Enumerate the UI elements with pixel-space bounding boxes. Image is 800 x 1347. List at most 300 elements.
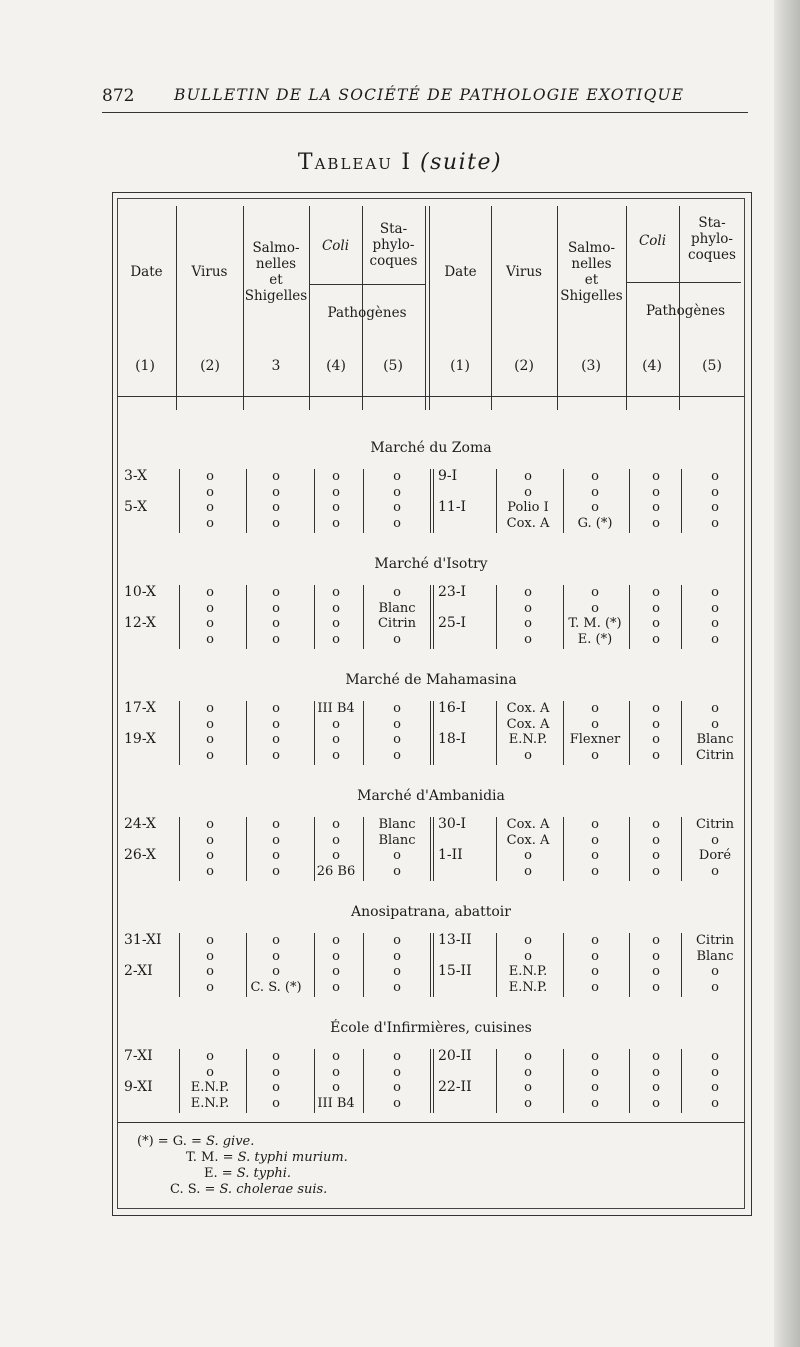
cell-virus: Cox. A — [506, 832, 550, 848]
cell-virus: o — [206, 585, 214, 600]
cell-coli: o — [332, 600, 340, 616]
center-double-rule — [429, 206, 430, 410]
column-rule — [496, 701, 497, 765]
column-rule — [314, 933, 315, 997]
cell-salmonelles: o — [272, 701, 280, 716]
cell-virus: o — [206, 1064, 214, 1080]
header-salmonelles: Shigelles — [560, 288, 623, 304]
cell-salmonelles: o — [591, 484, 599, 500]
cell-salmonelles: o — [272, 515, 280, 531]
cell-coli: o — [332, 469, 340, 484]
cell-virus: o — [206, 484, 214, 500]
column-rule — [629, 933, 630, 997]
cell-virus: o — [206, 701, 214, 716]
cell-staphylocoques: o — [711, 701, 719, 716]
cell-salmonelles: C. S. (*) — [250, 979, 302, 995]
section-title: Marché de Mahamasina — [345, 672, 517, 688]
cell-staphylocoques: o — [711, 585, 719, 600]
cell-coli: o — [652, 817, 660, 832]
cell-virus: o — [206, 964, 214, 979]
row-date: 3-X — [124, 468, 148, 484]
cell-virus: Cox. A — [506, 716, 550, 732]
column-rule — [246, 933, 247, 997]
cell-virus: Cox. A — [506, 817, 550, 832]
column-rule — [314, 701, 315, 765]
row-date: 24-X — [124, 816, 157, 832]
column-rule — [363, 585, 364, 649]
column-number: (4) — [326, 358, 346, 374]
cell-salmonelles: o — [591, 716, 599, 732]
cell-coli: o — [332, 515, 340, 531]
row-date: 9-I — [438, 468, 458, 484]
cell-salmonelles: o — [272, 948, 280, 964]
cell-virus: o — [524, 600, 532, 616]
cell-salmonelles: o — [591, 979, 599, 995]
cell-salmonelles: o — [591, 1049, 599, 1064]
footnote-species: S. typhi. — [236, 1166, 292, 1181]
header-virus: Virus — [506, 264, 542, 280]
cell-coli: o — [652, 484, 660, 500]
header-staphylocoques: Sta- — [698, 215, 726, 231]
row-date: 23-I — [438, 584, 467, 600]
cell-salmonelles: o — [272, 585, 280, 600]
cell-staphylocoques: o — [711, 484, 719, 500]
row-date: 26-X — [124, 847, 157, 863]
cell-coli: o — [332, 631, 340, 647]
column-number: (1) — [135, 358, 155, 374]
footnote-line — [204, 1166, 291, 1182]
cell-salmonelles: o — [272, 1064, 280, 1080]
header-pathogenes: Pathogènes — [327, 305, 407, 321]
cell-salmonelles: o — [591, 1080, 599, 1095]
column-number: (3) — [581, 358, 601, 374]
cell-staphylocoques: o — [393, 515, 401, 531]
cell-virus: o — [206, 979, 214, 995]
cell-salmonelles: Flexner — [569, 732, 621, 747]
column-rule — [363, 817, 364, 881]
header-coli: Coli — [321, 238, 350, 254]
column-rule — [430, 469, 431, 533]
cell-salmonelles: o — [591, 701, 599, 716]
cell-virus: o — [206, 631, 214, 647]
cell-coli: o — [652, 747, 660, 763]
column-rule — [433, 585, 434, 649]
row-date: 11-I — [438, 499, 467, 515]
cell-coli: o — [652, 948, 660, 964]
cell-salmonelles: o — [272, 933, 280, 948]
row-date: 7-XI — [124, 1048, 153, 1064]
cell-coli: o — [332, 500, 340, 515]
cell-salmonelles: o — [591, 817, 599, 832]
running-head — [102, 84, 744, 108]
column-rule — [629, 817, 630, 881]
cell-staphylocoques: o — [393, 732, 401, 747]
cell-coli: o — [652, 585, 660, 600]
column-rule — [363, 1049, 364, 1113]
column-number: (1) — [450, 358, 470, 374]
cell-coli: o — [652, 631, 660, 647]
cell-salmonelles: o — [591, 832, 599, 848]
cell-virus: o — [206, 515, 214, 531]
cell-staphylocoques: Citrin — [695, 817, 735, 832]
table-title-number: I — [401, 150, 412, 175]
cell-virus: o — [524, 933, 532, 948]
cell-virus: o — [524, 1064, 532, 1080]
cell-coli: o — [652, 832, 660, 848]
cell-coli: III B4 — [317, 1095, 355, 1111]
cell-salmonelles: o — [272, 1049, 280, 1064]
cell-staphylocoques: o — [711, 863, 719, 879]
cell-salmonelles: o — [272, 1080, 280, 1095]
cell-virus: o — [524, 948, 532, 964]
section-title: Marché d'Ambanidia — [357, 788, 505, 804]
cell-staphylocoques: o — [711, 500, 719, 515]
column-rule — [433, 933, 434, 997]
cell-staphylocoques: o — [393, 848, 401, 863]
row-date: 9-XI — [124, 1079, 153, 1095]
cell-virus: o — [206, 500, 214, 515]
cell-virus: o — [524, 863, 532, 879]
cell-virus: o — [524, 848, 532, 863]
cell-staphylocoques: o — [393, 701, 401, 716]
cell-staphylocoques: o — [711, 1095, 719, 1111]
row-date: 10-X — [124, 584, 157, 600]
cell-salmonelles: o — [272, 469, 280, 484]
header-date: Date — [130, 264, 163, 280]
column-rule — [176, 206, 177, 410]
row-date: 1-II — [438, 847, 463, 863]
column-rule — [246, 701, 247, 765]
cell-virus: E.N.P. — [190, 1080, 230, 1095]
cell-coli: o — [652, 979, 660, 995]
header-virus: Virus — [191, 264, 228, 280]
row-date: 5-X — [124, 499, 148, 515]
column-rule — [430, 1049, 431, 1113]
footnote-rule — [117, 1122, 745, 1123]
cell-coli: o — [652, 600, 660, 616]
column-rule — [433, 469, 434, 533]
cell-coli: 26 B6 — [316, 863, 356, 879]
cell-coli: o — [652, 1049, 660, 1064]
section-title: Anosipatrana, abattoir — [351, 904, 511, 920]
column-rule — [681, 585, 682, 649]
column-rule — [179, 1049, 180, 1113]
cell-salmonelles: o — [272, 863, 280, 879]
column-rule — [430, 933, 431, 997]
cell-staphylocoques: o — [711, 1080, 719, 1095]
header-staphylocoques: Sta- — [379, 221, 408, 237]
column-rule — [563, 585, 564, 649]
column-rule — [363, 933, 364, 997]
cell-coli: III B4 — [317, 701, 355, 716]
cell-salmonelles: o — [272, 716, 280, 732]
cell-virus: o — [524, 631, 532, 647]
cell-coli: o — [332, 848, 340, 863]
header-staphylocoques: phylo- — [691, 231, 733, 247]
cell-staphylocoques: o — [393, 500, 401, 515]
cell-salmonelles: o — [272, 616, 280, 631]
cell-staphylocoques: o — [393, 863, 401, 879]
footnote-species: S. cholerae suis. — [219, 1182, 328, 1197]
cell-staphylocoques: o — [393, 933, 401, 948]
column-number: (5) — [702, 358, 722, 374]
cell-salmonelles: T. M. (*) — [568, 616, 622, 631]
column-rule — [430, 817, 431, 881]
column-rule — [681, 1049, 682, 1113]
column-rule — [629, 1049, 630, 1113]
cell-staphylocoques: o — [711, 1049, 719, 1064]
cell-staphylocoques: o — [393, 747, 401, 763]
cell-staphylocoques: o — [711, 979, 719, 995]
cell-virus: o — [206, 1049, 214, 1064]
cell-virus: o — [524, 585, 532, 600]
cell-salmonelles: o — [272, 1095, 280, 1111]
cell-staphylocoques: o — [393, 1080, 401, 1095]
row-date: 2-XI — [124, 963, 153, 979]
cell-coli: o — [332, 484, 340, 500]
column-rule — [363, 469, 364, 533]
cell-salmonelles: o — [591, 933, 599, 948]
cell-salmonelles: o — [272, 500, 280, 515]
cell-staphylocoques: o — [711, 600, 719, 616]
cell-coli: o — [652, 964, 660, 979]
row-date: 12-X — [124, 615, 157, 631]
pathogenes-rule — [626, 282, 741, 283]
header-salmonelles: nelles — [255, 256, 297, 272]
cell-staphylocoques: Citrin — [695, 933, 735, 948]
column-rule — [496, 817, 497, 881]
cell-virus: o — [206, 616, 214, 631]
cell-virus: o — [206, 832, 214, 848]
column-rule — [563, 817, 564, 881]
header-staphylocoques: coques — [688, 247, 736, 263]
cell-virus: Cox. A — [506, 515, 550, 531]
cell-coli: o — [652, 1095, 660, 1111]
cell-staphylocoques: Blanc — [378, 817, 416, 832]
cell-virus: o — [524, 747, 532, 763]
row-date: 18-I — [438, 731, 467, 747]
cell-virus: o — [524, 1095, 532, 1111]
row-date: 20-II — [438, 1048, 472, 1064]
column-rule — [314, 469, 315, 533]
cell-staphylocoques: Citrin — [695, 747, 735, 763]
cell-virus: o — [206, 863, 214, 879]
column-rule — [433, 1049, 434, 1113]
cell-salmonelles: o — [272, 832, 280, 848]
column-rule — [496, 1049, 497, 1113]
footnote-species: S. typhi murium. — [237, 1150, 348, 1165]
header-salmonelles: et — [584, 272, 599, 288]
cell-coli: o — [652, 1064, 660, 1080]
cell-salmonelles: o — [591, 500, 599, 515]
cell-staphylocoques: o — [393, 964, 401, 979]
cell-coli: o — [332, 747, 340, 763]
column-rule — [433, 701, 434, 765]
cell-virus: o — [206, 848, 214, 863]
column-rule — [430, 585, 431, 649]
header-rule — [102, 112, 748, 113]
cell-virus: o — [206, 600, 214, 616]
column-rule — [557, 206, 558, 410]
cell-staphylocoques: o — [711, 469, 719, 484]
cell-staphylocoques: Blanc — [378, 600, 416, 616]
row-date: 16-I — [438, 700, 467, 716]
row-date: 22-II — [438, 1079, 472, 1095]
cell-salmonelles: o — [591, 585, 599, 600]
cell-salmonelles: o — [591, 600, 599, 616]
header-salmonelles: et — [269, 272, 283, 288]
cell-salmonelles: o — [272, 964, 280, 979]
cell-staphylocoques: o — [711, 832, 719, 848]
column-rule — [563, 1049, 564, 1113]
cell-coli: o — [332, 817, 340, 832]
column-rule — [246, 1049, 247, 1113]
column-number: (2) — [200, 358, 220, 374]
cell-coli: o — [652, 848, 660, 863]
cell-virus: o — [524, 616, 532, 631]
cell-staphylocoques: o — [393, 631, 401, 647]
column-rule — [629, 469, 630, 533]
column-rule — [681, 817, 682, 881]
cell-coli: o — [332, 964, 340, 979]
cell-salmonelles: E. (*) — [577, 631, 613, 647]
column-rule — [179, 469, 180, 533]
cell-coli: o — [332, 832, 340, 848]
cell-virus: E.N.P. — [508, 979, 548, 995]
cell-virus: Cox. A — [506, 701, 550, 716]
column-rule — [246, 585, 247, 649]
cell-virus: o — [206, 933, 214, 948]
header-staphylocoques: phylo- — [372, 237, 415, 253]
cell-virus: o — [206, 732, 214, 747]
cell-coli: o — [332, 1080, 340, 1095]
cell-salmonelles: o — [272, 848, 280, 863]
cell-virus: o — [524, 469, 532, 484]
cell-staphylocoques: Doré — [698, 848, 732, 863]
cell-staphylocoques: Blanc — [696, 732, 734, 747]
cell-staphylocoques: o — [393, 484, 401, 500]
column-rule — [179, 817, 180, 881]
cell-staphylocoques: o — [393, 716, 401, 732]
column-rule — [496, 469, 497, 533]
column-rule — [681, 933, 682, 997]
cell-coli: o — [332, 948, 340, 964]
cell-staphylocoques: o — [711, 616, 719, 631]
row-date: 30-I — [438, 816, 467, 832]
column-rule — [433, 817, 434, 881]
row-date: 13-II — [438, 932, 472, 948]
cell-salmonelles: o — [272, 484, 280, 500]
column-rule — [629, 701, 630, 765]
cell-coli: o — [332, 979, 340, 995]
cell-coli: o — [652, 469, 660, 484]
cell-virus: o — [206, 948, 214, 964]
table-title-suffix: (suite) — [420, 150, 503, 175]
cell-coli: o — [652, 732, 660, 747]
journal-title: BULLETIN DE LA SOCIÉTÉ DE PATHOLOGIE EXOTIQUE — [174, 86, 685, 104]
footnote-abbr: E. = — [204, 1166, 237, 1181]
pathogenes-rule — [309, 284, 425, 285]
row-date: 31-XI — [124, 932, 162, 948]
cell-salmonelles: o — [591, 848, 599, 863]
header-pathogenes: Pathogènes — [645, 303, 726, 319]
column-number: 3 — [271, 358, 281, 374]
cell-staphylocoques: Blanc — [696, 948, 734, 964]
column-rule — [246, 817, 247, 881]
cell-staphylocoques: o — [393, 1049, 401, 1064]
column-rule — [179, 701, 180, 765]
cell-coli: o — [332, 1064, 340, 1080]
column-rule — [314, 817, 315, 881]
row-date: 17-X — [124, 700, 157, 716]
section-title: Marché du Zoma — [370, 440, 492, 456]
column-rule — [563, 469, 564, 533]
cell-staphylocoques: o — [393, 585, 401, 600]
cell-coli: o — [652, 616, 660, 631]
cell-salmonelles: o — [272, 747, 280, 763]
cell-staphylocoques: Citrin — [377, 616, 417, 631]
cell-coli: o — [332, 933, 340, 948]
cell-salmonelles: o — [591, 948, 599, 964]
header-date: Date — [444, 264, 477, 280]
column-rule — [563, 701, 564, 765]
cell-salmonelles: o — [272, 817, 280, 832]
column-rule — [491, 206, 492, 410]
cell-staphylocoques: o — [711, 515, 719, 531]
section-title: École d'Infirmières, cuisines — [330, 1020, 532, 1036]
footnote-line — [137, 1134, 254, 1150]
header-staphylocoques: coques — [369, 253, 418, 269]
cell-coli: o — [652, 933, 660, 948]
column-rule — [243, 206, 244, 410]
cell-virus: o — [206, 469, 214, 484]
cell-staphylocoques: o — [393, 1095, 401, 1111]
page-number: 872 — [102, 86, 135, 106]
cell-staphylocoques: o — [711, 631, 719, 647]
row-date: 25-I — [438, 615, 467, 631]
column-number: (5) — [383, 358, 403, 374]
cell-virus: E.N.P. — [508, 964, 548, 979]
cell-coli: o — [332, 716, 340, 732]
table-title — [0, 150, 800, 175]
cell-salmonelles: o — [591, 469, 599, 484]
cell-salmonelles: o — [272, 631, 280, 647]
cell-salmonelles: o — [591, 1064, 599, 1080]
column-rule — [425, 206, 426, 410]
column-rule — [563, 933, 564, 997]
footnote-abbr: C. S. = — [170, 1182, 220, 1197]
cell-salmonelles: o — [272, 732, 280, 747]
column-rule — [179, 933, 180, 997]
cell-virus: E.N.P. — [190, 1095, 230, 1111]
cell-staphylocoques: o — [393, 1064, 401, 1080]
footnote-line — [186, 1150, 348, 1166]
footnote-line — [170, 1182, 327, 1198]
cell-salmonelles: G. (*) — [577, 515, 613, 531]
column-number: (4) — [642, 358, 662, 374]
header-salmonelles: Salmo- — [252, 240, 300, 256]
cell-coli: o — [652, 515, 660, 531]
cell-staphylocoques: o — [711, 964, 719, 979]
cell-virus: o — [524, 1080, 532, 1095]
column-number: (2) — [514, 358, 534, 374]
cell-coli: o — [652, 701, 660, 716]
cell-coli: o — [332, 616, 340, 631]
cell-virus: o — [524, 484, 532, 500]
column-rule — [681, 469, 682, 533]
cell-virus: o — [206, 716, 214, 732]
cell-salmonelles: o — [591, 1095, 599, 1111]
